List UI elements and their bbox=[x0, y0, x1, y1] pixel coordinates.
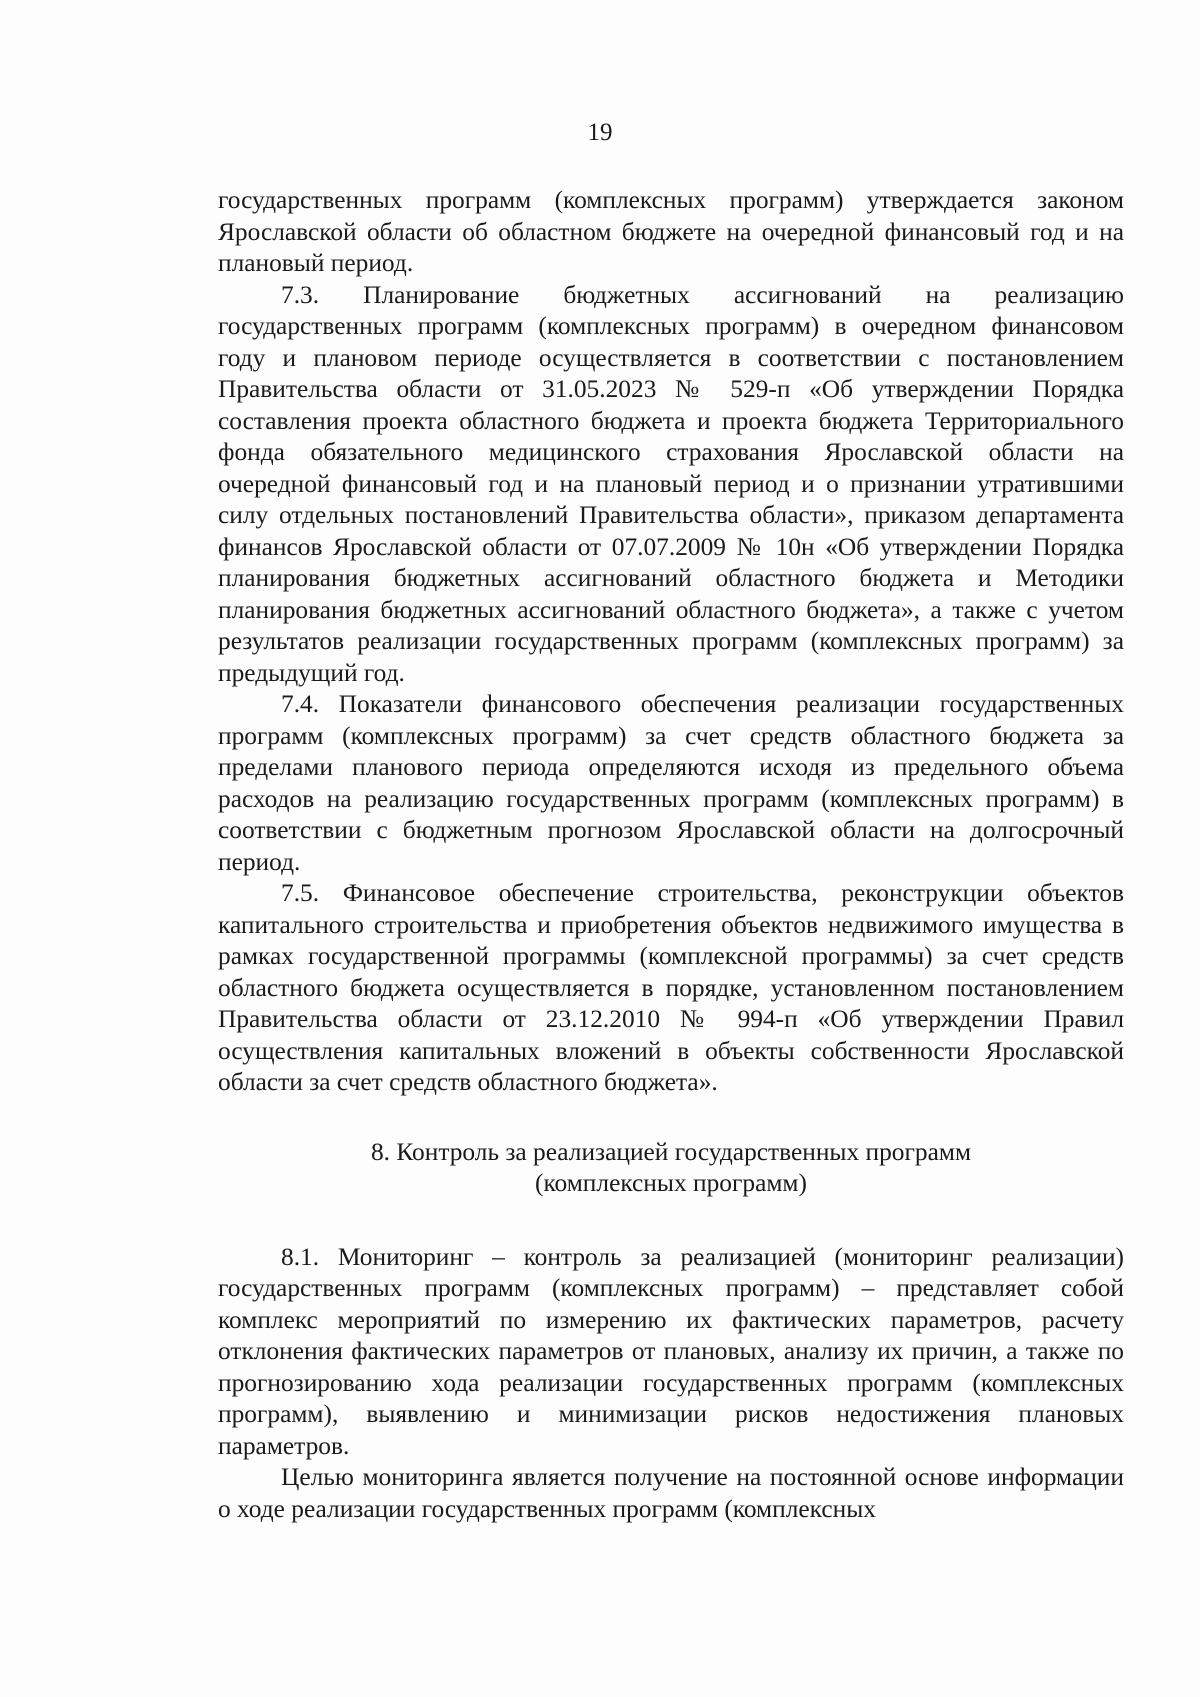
section-heading-line-2: (комплексных программ) bbox=[535, 1169, 807, 1197]
paragraph-7-4: 7.4. Показатели финансового обеспечения реализации государственных программ (комплексных программ) за счет средств областного бюджета за пределами планового периода определяются исходя из предельного объема расходов на реализацию государственных программ (комплексных программ) в соответствии с бюджетным прогнозом Ярославской области на долгосрочный период. bbox=[218, 690, 1124, 876]
paragraph-8-1: 8.1. Мониторинг – контроль за реализацией (мониторинг реализации) государственных программ (комплексных программ) – представляет собой комплекс мероприятий по измерению их фактических параметров, расчету отклонения фактических параметров от плановых, анализу их причин, а также по прогнозированию хода реализации государственных программ (комплексных программ), выявлению и минимизации рисков недостижения плановых параметров. bbox=[218, 1242, 1124, 1460]
paragraph-monitoring-goal: Целью мониторинга является получение на постоянной основе информации о ходе реализации государственных программ (комплексных bbox=[218, 1463, 1124, 1523]
paragraph-7-5: 7.5. Финансовое обеспечение строительства, реконструкции объектов капитального строительства и приобретения объектов недвижимого имущества в рамках государственной программы (комплексной программы) за счет средств областного бюджета осуществляется в порядке, установленном постановлением Правительства области от 23.12.2010 № 994-п «Об утверждении Правил осуществления капитальных вложений в объекты собственности Ярославской области за счет средств областного бюджета». bbox=[218, 879, 1124, 1096]
page-number: 19 bbox=[587, 119, 613, 146]
paragraph-7-3: 7.3. Планирование бюджетных ассигнований на реализацию государственных программ (комплексных программ) в очередном финансовом году и плановом периоде осуществляется в соответствии с постановлением Правительства области от 31.05.2023 № 529-п «Об утверждении Порядка составления проекта областного бюджета и проекта бюджета Территориального фонда обязательного медицинского страхования Ярославской области на очередной финансовый год и на плановый период и о признании утратившими силу отдельных постановлений Правительства области», приказом департамента финансов Ярославской области от 07.07.2009 № 10н «Об утверждении Порядка планирования бюджетных ассигнований областного бюджета и Методики планирования бюджетных ассигнований областного бюджета», а также с учетом результатов реализации государственных программ (комплексных программ) за предыдущий год. bbox=[218, 280, 1124, 687]
section-heading-line-1: 8. Контроль за реализацией государственных программ bbox=[370, 1137, 972, 1166]
section-heading-8 bbox=[218, 1137, 1124, 1200]
paragraph-continuation: государственных программ (комплексных программ) утверждается законом Ярославской области об областном бюджете на очередной финансовый год и на плановый период. bbox=[218, 186, 1124, 277]
document-body bbox=[218, 185, 1124, 1525]
